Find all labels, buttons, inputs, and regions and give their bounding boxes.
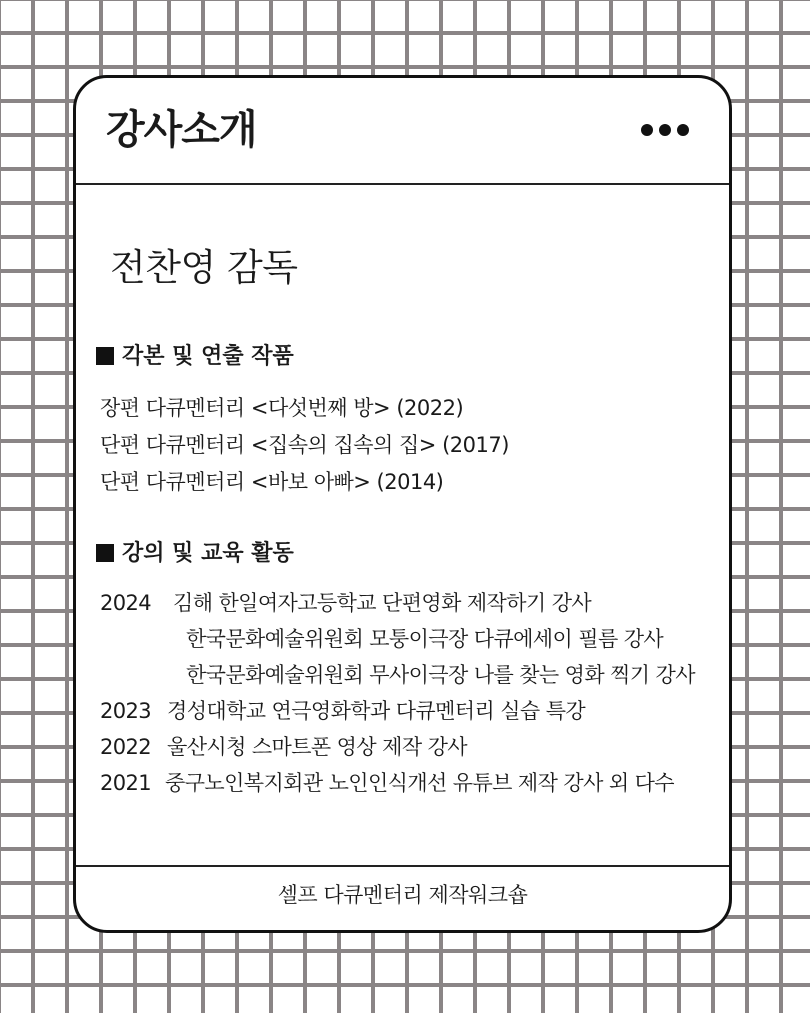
page-title: 강사소개 bbox=[106, 107, 257, 153]
works-heading-text: 각본 및 연출 작품 bbox=[122, 344, 294, 369]
more-horizontal-icon[interactable] bbox=[641, 124, 689, 136]
lecture-item: 경성대학교 연극영화학과 다큐멘터리 실습 특강 bbox=[167, 699, 586, 723]
lecture-row bbox=[100, 729, 467, 765]
lecture-item: 울산시청 스마트폰 영상 제작 강사 bbox=[167, 735, 467, 759]
lecture-item: 한국문화예술위원회 무사이극장 나를 찾는 영화 찍기 강사 bbox=[186, 663, 695, 687]
list-item: 단편 다큐멘터리 <바보 아빠> (2014) bbox=[100, 470, 444, 494]
lectures-section-heading bbox=[96, 539, 294, 569]
lecture-year: 2021 bbox=[100, 771, 152, 795]
lecture-item: 한국문화예술위원회 모퉁이극장 다큐에세이 필름 강사 bbox=[186, 627, 664, 651]
menu-dot bbox=[677, 124, 689, 136]
square-bullet-icon bbox=[96, 544, 114, 562]
square-bullet-icon bbox=[96, 347, 114, 365]
lecture-row bbox=[100, 765, 674, 801]
card-header bbox=[76, 78, 729, 185]
lecture-row bbox=[100, 585, 591, 621]
instructor-card bbox=[73, 75, 732, 933]
lecture-year: 2022 bbox=[100, 735, 152, 759]
card-footer bbox=[76, 865, 729, 930]
list-item: 단편 다큐멘터리 <집속의 집속의 집> (2017) bbox=[100, 433, 509, 457]
menu-dot bbox=[659, 124, 671, 136]
works-list bbox=[100, 390, 509, 501]
lectures-heading-text: 강의 및 교육 활동 bbox=[122, 541, 294, 566]
lecture-year: 2023 bbox=[100, 699, 152, 723]
lecture-item: 중구노인복지회관 노인인식개선 유튜브 제작 강사 외 다수 bbox=[165, 771, 674, 795]
instructor-name: 전찬영 감독 bbox=[110, 246, 298, 289]
works-section-heading bbox=[96, 342, 294, 372]
lecture-row bbox=[100, 693, 585, 729]
menu-dot bbox=[641, 124, 653, 136]
lecture-item: 김해 한일여자고등학교 단편영화 제작하기 강사 bbox=[173, 591, 592, 615]
lecture-year: 2024 bbox=[100, 591, 152, 615]
footer-title: 셀프 다큐멘터리 제작워크숍 bbox=[277, 883, 528, 907]
list-item: 장편 다큐멘터리 <다섯번째 방> (2022) bbox=[100, 396, 464, 420]
